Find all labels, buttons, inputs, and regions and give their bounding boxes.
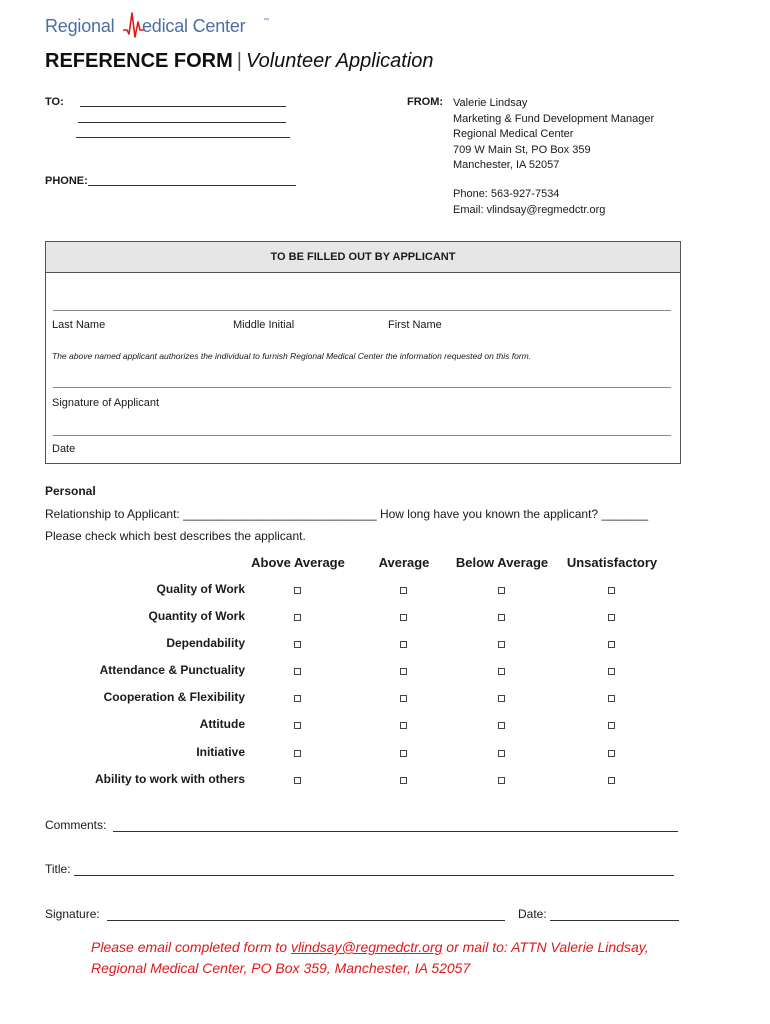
column-header-below-average: Below Average (455, 555, 549, 570)
column-header-above-average: Above Average (251, 555, 345, 570)
checkbox-dependability-above-average[interactable] (294, 641, 301, 648)
checkbox-initiative-above-average[interactable] (294, 750, 301, 757)
checkbox-attitude-average[interactable] (400, 722, 407, 729)
applicant-signature-line[interactable] (53, 387, 671, 388)
signature-label: Signature: (45, 907, 100, 921)
checkbox-ability-to-work-with-others-average[interactable] (400, 777, 407, 784)
rating-row-label-attendance-and-punctuality: Attendance & Punctuality (99, 663, 245, 677)
last-name-label: Last Name (52, 319, 106, 331)
logo-word-regional: Regional (45, 16, 115, 36)
logo-trademark: ™ (263, 18, 269, 24)
date-label: Date (52, 443, 76, 455)
footer-prefix: Please email completed form to (91, 939, 291, 955)
phone-label: PHONE: (45, 175, 88, 187)
to-line-3[interactable] (76, 137, 290, 138)
title-label: Title: (45, 862, 71, 876)
checkbox-attitude-unsatisfactory[interactable] (608, 722, 615, 729)
checkbox-dependability-below-average[interactable] (498, 641, 505, 648)
rating-row-label-dependability: Dependability (166, 636, 245, 650)
submission-instructions (91, 937, 711, 979)
checkbox-quantity-of-work-unsatisfactory[interactable] (608, 614, 615, 621)
logo-word-medical-center: edical Center (142, 16, 246, 36)
column-header-average: Average (378, 555, 430, 570)
checkbox-attendance-and-punctuality-above-average[interactable] (294, 668, 301, 675)
checkbox-initiative-below-average[interactable] (498, 750, 505, 757)
title-separator: | (236, 50, 242, 72)
from-city: Manchester, IA 52057 (453, 159, 560, 171)
bottom-date-line[interactable] (550, 920, 679, 921)
from-address-block (453, 96, 654, 174)
to-line-2[interactable] (78, 122, 286, 123)
applicant-section (45, 241, 681, 464)
checkbox-cooperation-and-flexibility-above-average[interactable] (294, 695, 301, 702)
checkbox-initiative-average[interactable] (400, 750, 407, 757)
phone-line[interactable] (88, 185, 296, 186)
checkbox-ability-to-work-with-others-unsatisfactory[interactable] (608, 777, 615, 784)
checkbox-attendance-and-punctuality-below-average[interactable] (498, 668, 505, 675)
from-street: 709 W Main St, PO Box 359 (453, 143, 591, 156)
footer-email-link[interactable]: vlindsay@regmedctr.org (290, 939, 443, 955)
middle-initial-label: Middle Initial (233, 319, 295, 331)
checkbox-attendance-and-punctuality-average[interactable] (400, 668, 407, 675)
from-organization: Regional Medical Center (453, 128, 574, 140)
page-title (45, 50, 434, 73)
bottom-date-label: Date: (518, 907, 547, 921)
checkbox-quality-of-work-average[interactable] (400, 587, 407, 594)
applicant-section-header: TO BE FILLED OUT BY APPLICANT (46, 242, 680, 273)
rating-row-label-cooperation-and-flexibility: Cooperation & Flexibility (103, 690, 245, 704)
comments-line[interactable] (113, 831, 678, 832)
checkbox-ability-to-work-with-others-below-average[interactable] (498, 777, 505, 784)
checkbox-quantity-of-work-average[interactable] (400, 614, 407, 621)
first-name-label: First Name (388, 319, 442, 331)
applicant-date-line[interactable] (53, 435, 671, 436)
checkbox-quantity-of-work-above-average[interactable] (294, 614, 301, 621)
checkbox-cooperation-and-flexibility-unsatisfactory[interactable] (608, 695, 615, 702)
rating-row-label-attitude: Attitude (199, 717, 245, 731)
footer-suffix: or mail to: ATTN Valerie Lindsay, (442, 939, 649, 955)
rating-row-label-quantity-of-work: Quantity of Work (148, 609, 245, 623)
personal-heading: Personal (45, 484, 96, 498)
checkbox-quality-of-work-below-average[interactable] (498, 587, 505, 594)
checkbox-dependability-average[interactable] (400, 641, 407, 648)
check-instruction: Please check which best describes the applicant. (45, 529, 306, 543)
from-label: FROM: (407, 96, 444, 108)
title-subtitle: Volunteer Application (246, 50, 434, 72)
from-position: Marketing & Fund Development Manager (453, 112, 655, 125)
to-label: TO: (45, 96, 64, 108)
from-phone: Phone: 563-927-7534 (453, 188, 560, 200)
checkbox-cooperation-and-flexibility-below-average[interactable] (498, 695, 505, 702)
to-line-1[interactable] (80, 106, 286, 107)
checkbox-quantity-of-work-below-average[interactable] (498, 614, 505, 621)
relationship-line[interactable]: Relationship to Applicant: _____________________________ How long have you known the applicant? _______ (45, 507, 649, 521)
signature-line[interactable] (107, 920, 505, 921)
from-email: Email: vlindsay@regmedctr.org (453, 204, 606, 216)
title-line[interactable] (74, 875, 674, 876)
checkbox-attitude-above-average[interactable] (294, 722, 301, 729)
applicant-name-line[interactable] (53, 310, 671, 311)
column-header-unsatisfactory: Unsatisfactory (566, 555, 658, 570)
checkbox-attendance-and-punctuality-unsatisfactory[interactable] (608, 668, 615, 675)
footer-address: Regional Medical Center, PO Box 359, Manchester, IA 52057 (91, 960, 471, 976)
title-main: REFERENCE FORM (45, 50, 233, 72)
checkbox-ability-to-work-with-others-above-average[interactable] (294, 777, 301, 784)
rating-row-label-ability-to-work-with-others: Ability to work with others (94, 772, 245, 786)
checkbox-dependability-unsatisfactory[interactable] (608, 641, 615, 648)
from-name: Valerie Lindsay (453, 97, 528, 109)
authorization-text: The above named applicant authorizes the individual to furnish Regional Medical Center the information requested on this form. (52, 351, 532, 361)
checkbox-cooperation-and-flexibility-average[interactable] (400, 695, 407, 702)
rating-row-label-quality-of-work: Quality of Work (156, 582, 245, 596)
comments-label: Comments: (45, 818, 107, 832)
rating-row-label-initiative: Initiative (196, 745, 245, 759)
checkbox-initiative-unsatisfactory[interactable] (608, 750, 615, 757)
checkbox-attitude-below-average[interactable] (498, 722, 505, 729)
checkbox-quality-of-work-unsatisfactory[interactable] (608, 587, 615, 594)
signature-of-applicant-label: Signature of Applicant (52, 397, 160, 409)
checkbox-quality-of-work-above-average[interactable] (294, 587, 301, 594)
